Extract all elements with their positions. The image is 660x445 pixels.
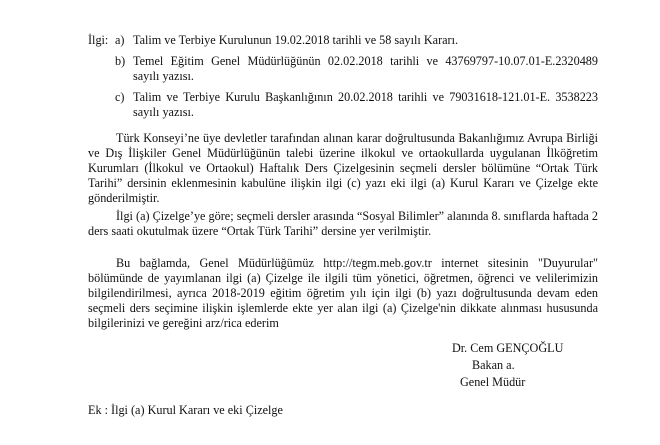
signatory-name: Dr. Cem GENÇOĞLU: [452, 341, 564, 355]
reference-c: [88, 90, 598, 120]
reference-text: Temel Eğitim Genel Müdürlüğünün 02.02.2018 tarihli ve 43769797-10.07.01-E.2320489 sayılı yazısı.: [133, 54, 598, 83]
reference-b: [88, 54, 598, 84]
attachment-note: Ek : İlgi (a) Kurul Kararı ve eki Çizelge: [88, 403, 283, 417]
reference-letter: b): [115, 54, 126, 68]
signatory-title: Bakan a.: [472, 358, 515, 372]
ilgi-label: İlgi:: [88, 33, 109, 47]
signature-block: [446, 340, 596, 391]
reference-letter: a): [115, 33, 125, 47]
reference-text: Talim ve Terbiye Kurulunun 19.02.2018 tarihli ve 58 sayılı Kararı.: [133, 33, 459, 47]
reference-a: [88, 33, 598, 48]
body-paragraph-3: Bu bağlamda, Genel Müdürlüğümüz http://tegm.meb.gov.tr internet sitesinin "Duyurular" bölümünde de yayımlanan ilgi (a) Çizelge ile ilgili tüm yönetici, öğretmen, öğrenci ve velilerimizin bilgilendirilmesi, ayrıca 2018-2019 eğitim öğretim yılı için ilgi (b) yazı doğrultusunda devam eden seçmeli ders seçimine ilişkin işlemlerde ekte yer alan ilgi (a) Çizelge'nin dikkate alınması hususunda bilgilerinizi ve gereğini arz/rica ederim: [88, 256, 598, 330]
body-paragraph-2: İlgi (a) Çizelge’ye göre; seçmeli dersler arasında “Sosyal Bilimler” alanında 8. sınıflarda haftada 2 ders saati okutulmak üzere “Ortak Türk Tarihi” dersine yer verilmiştir.: [88, 209, 598, 238]
reference-text: Talim ve Terbiye Kurulu Başkanlığının 20.02.2018 tarihli ve 79031618-121.01-E. 3538223 sayılı yazısı.: [133, 90, 598, 119]
references-block: [88, 33, 598, 126]
body-paragraph-1: Türk Konseyi’ne üye devletler tarafından alınan karar doğrultusunda Bakanlığımız Avrupa Birliği ve Dış İlişkiler Genel Müdürlüğünün talebi üzerine ilkokul ve ortaokullarda uygulanan İlköğretim Kurumları (İlkokul ve Ortaokul) Haftalık Ders Çizelgesinin seçmeli dersler bölümüne “Ortak Türk Tarihi” dersinin eklenmesinin kabulüne ilişkin ilgi (c) yazı eki ilgi (a) Kurul Kararı ve Çizelge ekte gönderilmiştir.: [88, 131, 598, 205]
reference-letter: c): [115, 90, 125, 104]
signatory-role: Genel Müdür: [460, 375, 526, 389]
